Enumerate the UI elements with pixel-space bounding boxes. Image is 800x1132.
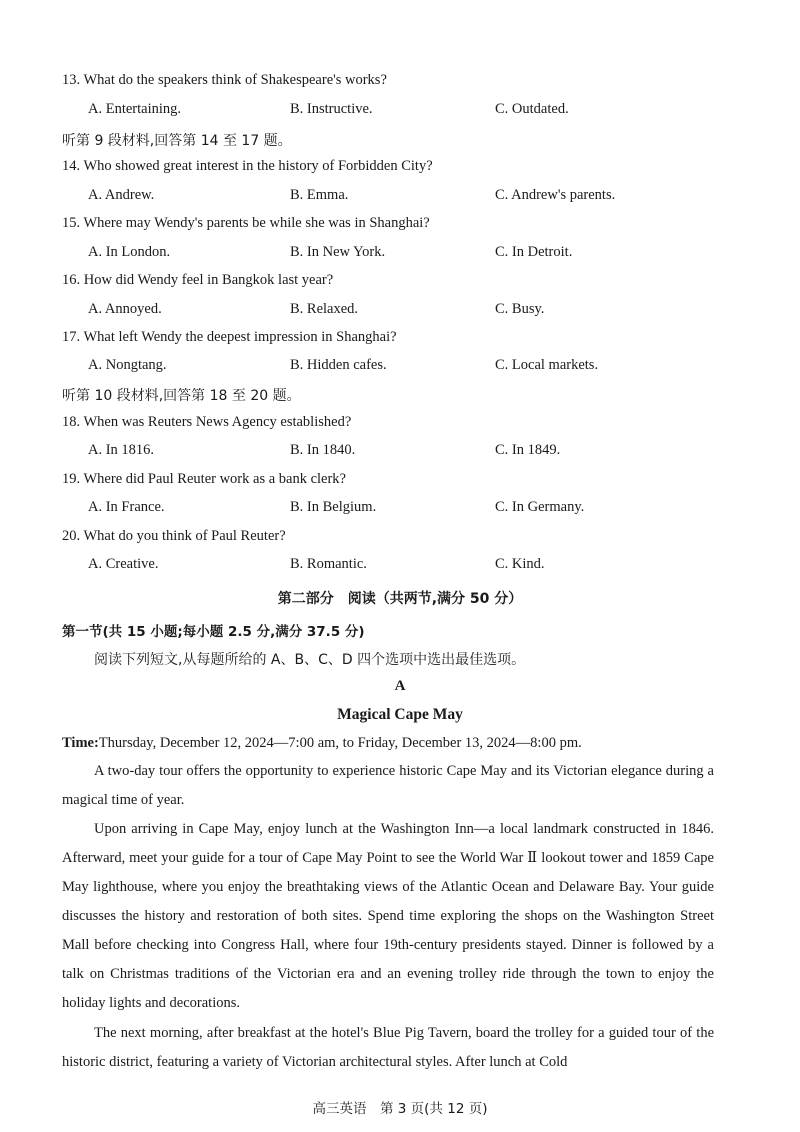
question-13-option-b: B. Instructive. bbox=[290, 101, 373, 117]
question-18-option-a: A. In 1816. bbox=[88, 442, 155, 458]
part-title: 第二部分 阅读（共两节,满分 50 分） bbox=[277, 591, 523, 607]
passage-label: A bbox=[394, 678, 406, 694]
passage-paragraph-2: Upon arriving in Cape May, enjoy lunch at the Washington Inn—a local landmark constructed in 1846. Afterward, meet your guide for a tour of Cape May Point to see the World War Ⅱ lookout tower and 1859 Cape May lighthouse, where you enjoy the breathtaking views of the Atlantic Ocean and Delaware Bay. Your guide discusses the history and restoration of both sites. Spend time exploring the shops on the Washington Street Mall before checking into Congress Hall, where four 19th-century presidents stayed. Dinner is followed by a talk on Christmas traditions of the Victorian era and an evening trolley ride through the town to enjoy the holiday lights and decorations. bbox=[62, 821, 714, 1011]
question-19-stem: 19. Where did Paul Reuter work as a bank clerk? bbox=[62, 471, 346, 487]
question-17-option-b: B. Hidden cafes. bbox=[290, 357, 387, 373]
time-label: Time: bbox=[62, 735, 99, 751]
segment-9-instruction: 听第 9 段材料,回答第 14 至 17 题。 bbox=[62, 133, 292, 149]
question-14-option-a: A. Andrew. bbox=[88, 187, 155, 203]
question-16-option-a: A. Annoyed. bbox=[88, 301, 162, 317]
passage-paragraph-3: The next morning, after breakfast at the hotel's Blue Pig Tavern, board the trolley for a guided tour of the historic district, featuring a variety of Victorian architectural styles. After lunch at Cold bbox=[62, 1025, 714, 1070]
page-footer: 高三英语 第 3 页(共 12 页) bbox=[312, 1101, 488, 1117]
question-13-stem: 13. What do the speakers think of Shakespeare's works? bbox=[62, 72, 387, 88]
question-14-option-b: B. Emma. bbox=[290, 187, 349, 203]
question-16-option-b: B. Relaxed. bbox=[290, 301, 359, 317]
reading-directions: 阅读下列短文,从每题所给的 A、B、C、D 四个选项中选出最佳选项。 bbox=[94, 652, 526, 668]
question-19-option-b: B. In Belgium. bbox=[290, 499, 377, 515]
section-title: 第一节(共 15 小题;每小题 2.5 分,满分 37.5 分) bbox=[62, 624, 365, 640]
question-15-option-a: A. In London. bbox=[88, 244, 171, 260]
question-20-stem: 20. What do you think of Paul Reuter? bbox=[62, 528, 286, 544]
question-17-stem: 17. What left Wendy the deepest impression in Shanghai? bbox=[62, 329, 397, 345]
question-13-option-c: C. Outdated. bbox=[495, 101, 569, 117]
question-15-option-c: C. In Detroit. bbox=[495, 244, 573, 260]
time-line bbox=[62, 735, 582, 752]
question-20-option-b: B. Romantic. bbox=[290, 556, 367, 572]
time-value: Thursday, December 12, 2024—7:00 am, to Friday, December 13, 2024—8:00 pm. bbox=[98, 735, 582, 751]
question-14-option-c: C. Andrew's parents. bbox=[495, 187, 616, 203]
question-18-option-c: C. In 1849. bbox=[495, 442, 561, 458]
question-19-option-c: C. In Germany. bbox=[495, 499, 585, 515]
segment-10-instruction: 听第 10 段材料,回答第 18 至 20 题。 bbox=[62, 388, 301, 404]
question-20-option-a: A. Creative. bbox=[88, 556, 159, 572]
question-16-option-c: C. Busy. bbox=[495, 301, 545, 317]
question-18-option-b: B. In 1840. bbox=[290, 442, 356, 458]
question-14-stem: 14. Who showed great interest in the history of Forbidden City? bbox=[62, 158, 433, 174]
question-20-option-c: C. Kind. bbox=[495, 556, 545, 572]
question-15-option-b: B. In New York. bbox=[290, 244, 386, 260]
question-17-option-a: A. Nongtang. bbox=[88, 357, 167, 373]
question-18-stem: 18. When was Reuters News Agency established? bbox=[62, 414, 352, 430]
passage-paragraph-1: A two-day tour offers the opportunity to experience historic Cape May and its Victorian elegance during a magical time of year. bbox=[62, 763, 714, 808]
question-17-option-c: C. Local markets. bbox=[495, 357, 599, 373]
passage-title: Magical Cape May bbox=[337, 706, 463, 723]
question-15-stem: 15. Where may Wendy's parents be while she was in Shanghai? bbox=[62, 215, 430, 231]
question-13-option-a: A. Entertaining. bbox=[88, 101, 182, 117]
question-16-stem: 16. How did Wendy feel in Bangkok last year? bbox=[62, 272, 334, 288]
question-19-option-a: A. In France. bbox=[88, 499, 165, 515]
